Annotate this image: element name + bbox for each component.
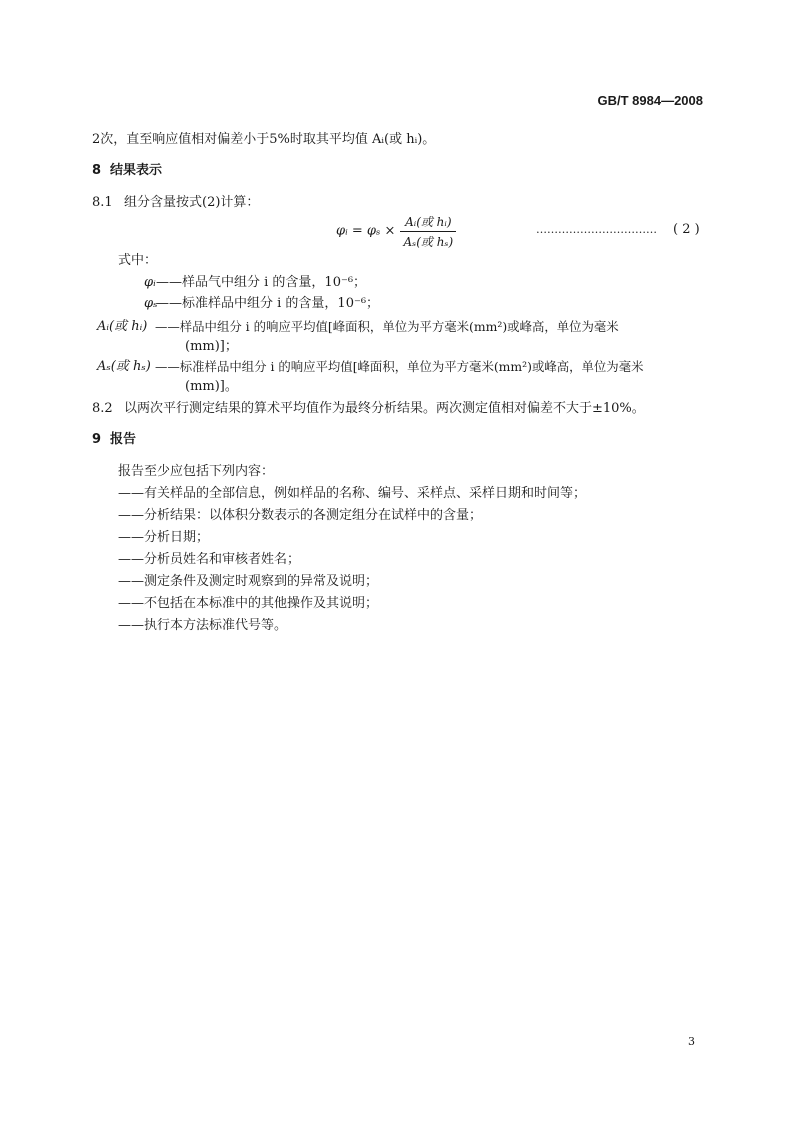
definition-continuation: (mm)]；	[185, 339, 238, 354]
list-item: ——不包括在本标准中的其他操作及其说明；	[118, 596, 379, 611]
formula-2	[336, 213, 456, 250]
section-9-number: 9	[92, 432, 102, 447]
where-label: 式中：	[118, 253, 158, 268]
section-8-title: 结果表示	[110, 163, 163, 178]
definition-symbol: φₛ	[144, 296, 158, 311]
section-8-number: 8	[92, 163, 102, 178]
definition-symbol: Aᵢ(或 hᵢ)	[97, 319, 148, 334]
page-number: 3	[688, 1035, 695, 1048]
definition-text: ——标准样品中组分 i 的含量，10⁻⁶；	[156, 296, 380, 311]
clause-8-2-text: 以两次平行测定结果的算术平均值作为最终分析结果。两次测定值相对偏差不大于±10%。	[124, 401, 645, 416]
clause-8-1-number: 8.1	[92, 195, 113, 210]
formula-denominator: Aₛ(或 hₛ)	[403, 235, 454, 249]
definition-text: ——样品气中组分 i 的含量，10⁻⁶；	[156, 275, 367, 290]
definition-symbol: φᵢ	[144, 275, 156, 290]
definition-continuation: (mm)]。	[185, 379, 238, 394]
formula-numerator: Aᵢ(或 hᵢ)	[400, 213, 456, 232]
definition-symbol: Aₛ(或 hₛ)	[97, 359, 151, 374]
definition-text: ——标准样品中组分 i 的响应平均值[峰面积，单位为平方毫米(mm²)或峰高，单位为毫米	[155, 359, 644, 374]
section-9-title: 报告	[110, 432, 137, 447]
list-item: ——分析结果：以体积分数表示的各测定组分在试样中的含量；	[118, 508, 483, 523]
list-item: ——执行本方法标准代号等。	[118, 618, 288, 633]
report-intro: 报告至少应包括下列内容：	[118, 464, 275, 479]
list-item: ——分析员姓名和审核者姓名；	[118, 552, 301, 567]
formula-leader-dots: ……………………………	[536, 223, 657, 236]
standard-code: GB/T 8984—2008	[597, 93, 703, 108]
formula-lhs: φᵢ = φₛ ×	[336, 223, 396, 239]
clause-8-2-number: 8.2	[92, 401, 113, 416]
formula-equation-number: ( 2 )	[673, 222, 700, 237]
definition-text: ——样品中组分 i 的响应平均值[峰面积，单位为平方毫米(mm²)或峰高，单位为毫米	[155, 319, 619, 334]
clause-8-1-text: 组分含量按式(2)计算：	[124, 195, 260, 210]
list-item: ——有关样品的全部信息，例如样品的名称、编号、采样点、采样日期和时间等；	[118, 486, 587, 501]
formula-fraction	[400, 213, 456, 250]
continuation-paragraph: 2次，直至响应值相对偏差小于5%时取其平均值 Aᵢ(或 hᵢ)。	[92, 132, 436, 147]
list-item: ——测定条件及测定时观察到的异常及说明；	[118, 574, 379, 589]
list-item: ——分析日期；	[118, 530, 210, 545]
